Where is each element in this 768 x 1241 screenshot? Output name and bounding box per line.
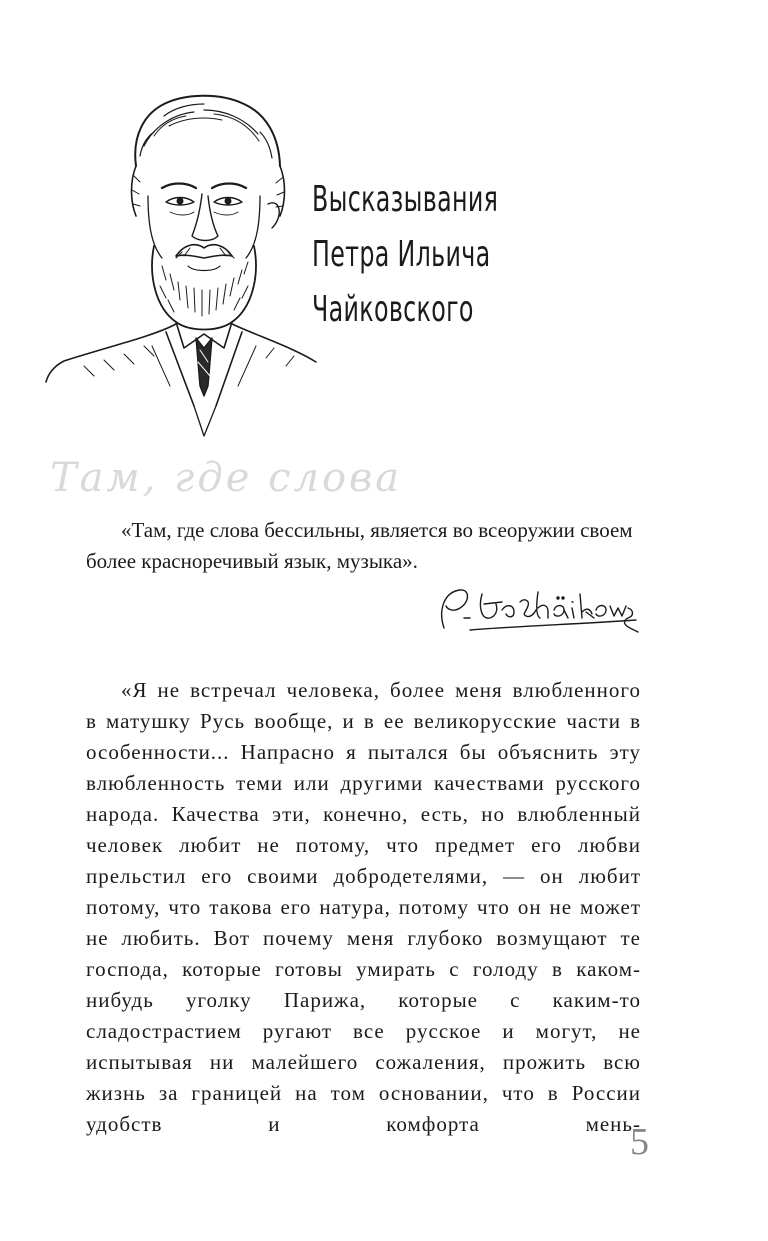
quote-music: «Там, где слова бессильны, является во всеоружии своем более красноречивый язык, музыка». — [86, 518, 633, 573]
quote-love-of-russia: «Я не встречал человека, более меня влюбленного в матушку Русь вообще, и в ее великорусские части в особенности... Напрасно я пытался бы объяснить эту влюбленность теми или другими качествами русского народа. Качества эти, конечно, есть, но влюбленный человек любит не потому, что предмет его любви прельстил его своими добродетелями, — он любит потому, что такова его натура, потому что он не может не любить. Вот почему меня глубоко возмущают те господа, которые готовы умирать с голоду в каком-нибудь уголку Парижа, которые с каким-то сладострастием ругают все русское и могут, не испытывая ни малейшего сожаления, прожить всю жизнь за границей на том основании, что в России удобств и комфорта мень- — [86, 678, 641, 1136]
tchaikovsky-signature — [430, 580, 640, 640]
tchaikovsky-portrait-illustration — [44, 86, 334, 446]
title-line: Петра Ильича — [312, 234, 491, 275]
title-line: Высказывания — [312, 179, 499, 220]
page-number: 5 — [630, 1121, 649, 1163]
page-title — [312, 172, 498, 337]
title-line: Чайковского — [312, 289, 474, 330]
script-watermark: Там, где слова — [50, 455, 403, 501]
